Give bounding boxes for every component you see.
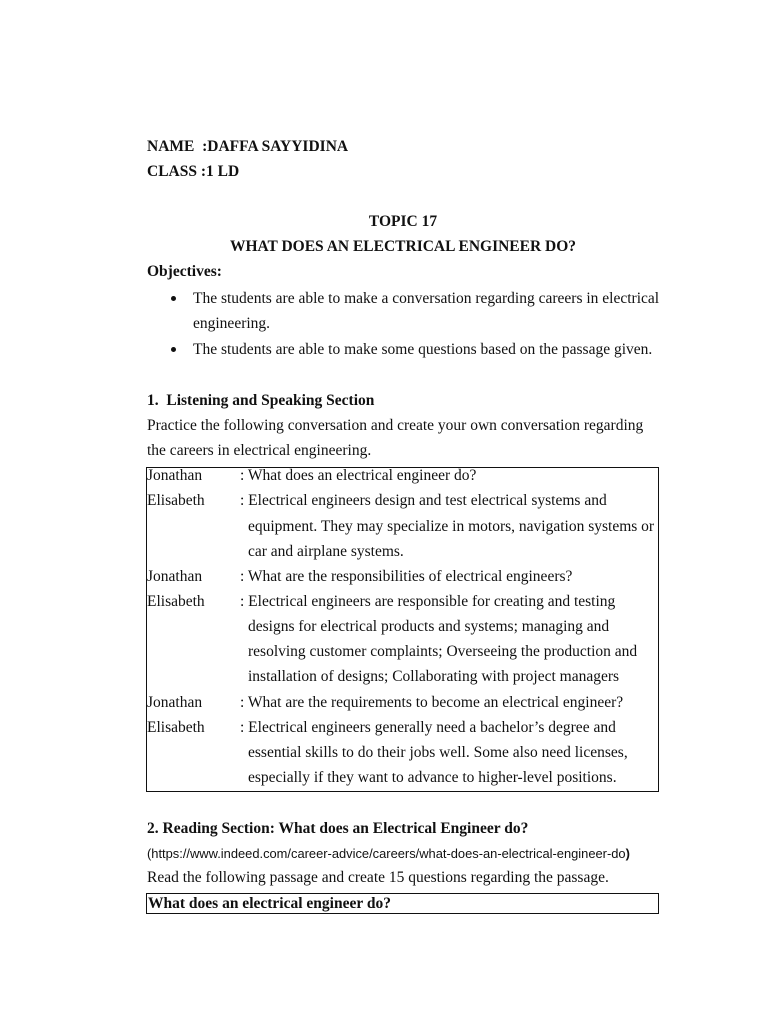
student-class-line: CLASS :1 LD xyxy=(147,163,240,180)
source-url-close: ) xyxy=(625,846,630,861)
dialogue-box xyxy=(146,467,659,792)
utterance-line: installation of designs; Collaborating with project managers xyxy=(248,668,620,685)
utterance-line: : What are the responsibilities of electrical engineers? xyxy=(240,568,573,585)
topic-title: WHAT DOES AN ELECTRICAL ENGINEER DO? xyxy=(229,238,577,255)
section1-heading: 1. Listening and Speaking Section xyxy=(147,392,375,409)
section1-instruction-line: Practice the following conversation and create your own conversation regarding xyxy=(147,417,644,434)
speaker-name: Elisabeth xyxy=(147,593,205,610)
source-citation xyxy=(147,844,630,864)
source-url: (https://www.indeed.com/career-advice/careers/what-does-an-electrical-engineer-do xyxy=(147,846,626,861)
utterance-line: especially if they want to advance to higher-level positions. xyxy=(248,769,617,786)
section1-instruction-line: the careers in electrical engineering. xyxy=(147,442,372,459)
objective-text-line: The students are able to make a conversation regarding careers in electrical xyxy=(193,290,660,307)
passage-heading: What does an electrical engineer do? xyxy=(148,895,391,912)
objective-text-line: engineering. xyxy=(193,315,271,332)
objectives-heading: Objectives: xyxy=(147,263,222,280)
speaker-name: Elisabeth xyxy=(147,719,205,736)
utterance-line: equipment. They may specialize in motors, navigation systems or xyxy=(248,518,655,535)
utterance-line: resolving customer complaints; Overseeing the production and xyxy=(248,643,638,660)
topic-number: TOPIC 17 xyxy=(368,213,438,230)
speaker-name: Jonathan xyxy=(147,568,203,585)
bullet-icon xyxy=(171,347,176,352)
speaker-name: Elisabeth xyxy=(147,492,205,509)
student-name-line: NAME :DAFFA SAYYIDINA xyxy=(147,138,349,155)
utterance-line: essential skills to do their jobs well. Some also need licenses, xyxy=(248,744,628,761)
utterance-line: : What does an electrical engineer do? xyxy=(240,467,477,484)
speaker-name: Jonathan xyxy=(147,694,203,711)
utterance-line: : Electrical engineers are responsible for creating and testing xyxy=(240,593,616,610)
utterance-line: : What are the requirements to become an electrical engineer? xyxy=(240,694,624,711)
section2-heading: 2. Reading Section: What does an Electrical Engineer do? xyxy=(147,820,529,837)
speaker-name: Jonathan xyxy=(147,467,203,484)
utterance-line: : Electrical engineers generally need a bachelor’s degree and xyxy=(240,719,616,736)
utterance-line: : Electrical engineers design and test electrical systems and xyxy=(240,492,607,509)
utterance-line: designs for electrical products and systems; managing and xyxy=(248,618,610,635)
section2-instruction: Read the following passage and create 15 questions regarding the passage. xyxy=(147,869,609,886)
objective-text-line: The students are able to make some questions based on the passage given. xyxy=(193,341,653,358)
bullet-icon xyxy=(171,296,176,301)
utterance-line: car and airplane systems. xyxy=(248,543,404,560)
passage-heading-box xyxy=(146,893,659,914)
